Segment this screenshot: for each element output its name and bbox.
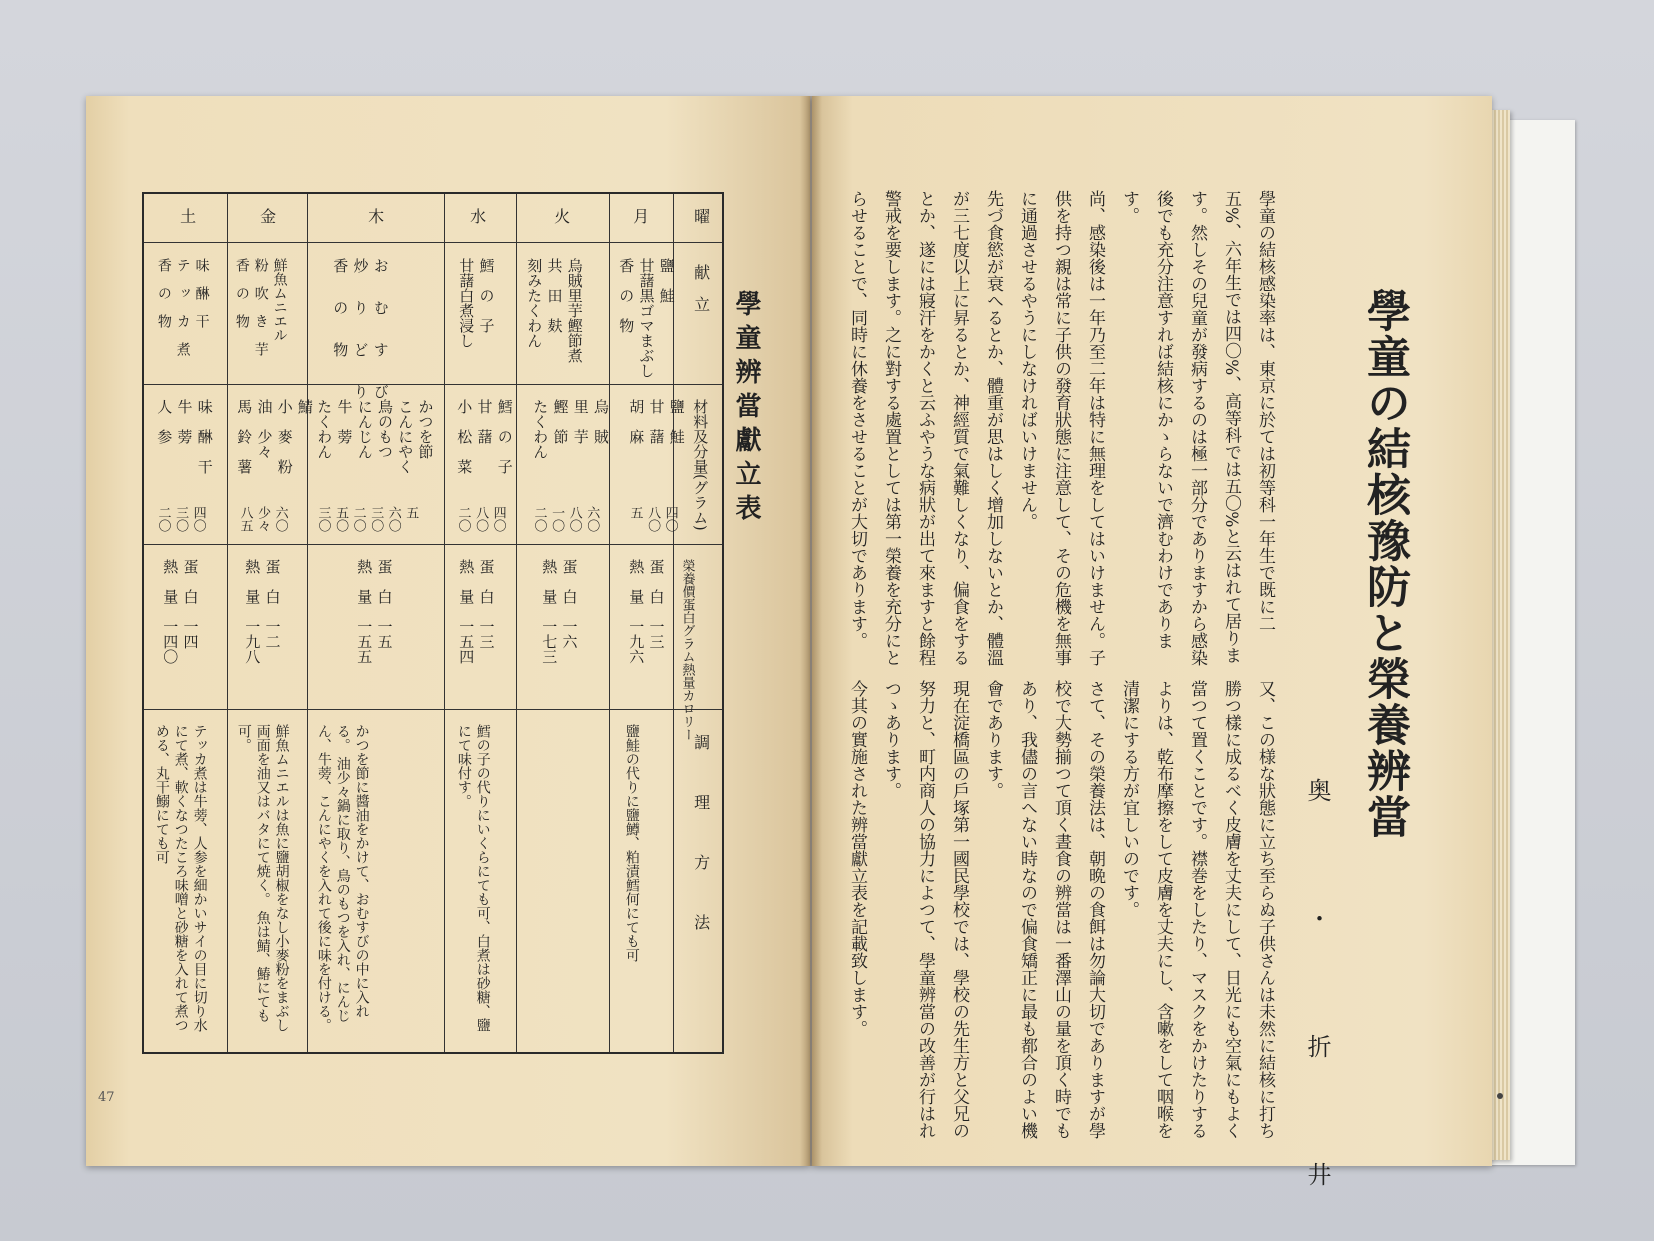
menu-wednesday: 鱈 の 子 甘藷白煮浸し [457,258,496,348]
day-friday: 金 [257,208,277,224]
ingredients-tuesday: 烏 賊 里 芋 鰹 節 たくわん [531,399,610,459]
article-paragraph-1: 學童の結核感染率は、東京に於ては初等科一年生で既に二五%、六年生では四〇%、高等科では五〇%と云はれて居ります。然しその兒童が發病するのは極一部分でありますから感染後でも充分注意すれば結核にかゝらないで濟むわけであります。 尚、感染後は一年乃至二年は特に無理をしてはいけません。子供を持つ親は常に子供の發育狀態に注意して、その危機を無事に通過させるやうにしなければいけません。 先づ食慾が衰へるとか、體重が思はしく增加しないとか、體溫が三七度以上に昇るとか、神經質で氣難しくなり、偏食をするとか、遂には寢汗をかくと云ふやうな病狀が出て來ますと餘程警戒を要します。之に對する處置としては第一榮養を充分にとらせることで、同時に休養をさせることが大切であります。 [847,190,1275,666]
method-wednesday: 鱈の子の代りにいくらにても可、白煮は砂糖、鹽にて味付す。 [455,724,491,1032]
menu-tuesday: 烏賊里芋鰹節煮 共 田 麸 刻みたくわん [525,258,584,363]
menu-saturday: 味 醂 干 テ ッ カ 煮 香 の 物 [155,258,210,356]
amounts-tuesday: 六〇 八〇 一〇 二〇 [531,506,600,532]
page-mark-dot [1497,1093,1503,1099]
book-gutter [800,96,822,1166]
menu-monday: 鹽 鮭 甘藷黒ゴマまぶし 香 の 物 [617,258,676,378]
amounts-saturday: 四〇 三〇 二〇 [155,506,206,532]
nutrition-thursday: 蛋 白 一五 熱 量 一五五 [355,559,394,664]
amounts-monday: 四〇 八〇 五 [627,506,678,532]
day-tuesday: 火 [551,208,571,224]
ingredients-saturday: 味 醂 干 牛 蒡 人 参 [155,399,214,474]
table-title: 學童辨當獻立表 [731,290,761,528]
method-thursday: かつを節に醬油をかけて、おむすびの中に入れる。 油少々鍋に取り、鳥のもつを入れ、にんじん、牛蒡、こんにやくを入れて後に味を付ける。 [315,724,370,1032]
ingredients-wednesday: 鱈 の 子 甘 藷 小 松 菜 [455,399,514,474]
menu-table [142,192,724,1054]
header-day: 曜 [691,208,711,224]
method-friday: 鮮魚ムニエルは魚に鹽胡椒をなし小麥粉をまぶし両面を油又はバタにて焼く。 魚は鯖、鰆にても可。 [235,724,290,1032]
menu-thursday: お む す び 炒 り ど り 香 の 物 [331,258,390,405]
nutrition-monday: 蛋 白 一三 熱 量 一九六 [627,559,666,664]
header-menu: 献 立 [691,264,711,312]
day-thursday: 木 [365,208,385,224]
day-saturday: 土 [177,208,197,224]
day-wednesday: 水 [467,208,487,224]
page-number: 47 [98,1090,115,1105]
day-monday: 月 [630,208,650,224]
header-method: 調 理 方 法 [691,734,711,944]
header-nutrition: 榮養價蛋白グラム熱量カロリー [679,559,695,741]
amounts-friday: 六〇 少々 八五 [237,506,288,532]
amounts-thursday: 五 六〇 三〇 二〇 五〇 三〇 [315,506,419,532]
article-paragraph-2: 又、この様な狀態に立ち至らぬ子供さんは未然に結核に打ち勝つ樣に成るべく皮膚を丈夫にして、日光にも空氣にもよく當つて置くことです。襟巻をしたり、マスクをかけたりするよりは、乾布摩擦をして皮膚を丈夫にし、含嗽をして咽喉を清潔にする方が宜しいのです。 さて、その榮養法は、朝晩の食餌は勿論大切でありますが學校で大勢揃つて頂く晝食の辨當は一番澤山の量を頂く時でもあり、我儘の言へない時なので偏食矯正に最も都合のよい機會であります。 現在淀橋區の戶塚第一國民學校では、學校の先生方と父兄の努力と、町内商人の協力によつて、學童辨當の改善が行はれつゝあります。 今其の實施された辨當獻立表を記載致します。 [847,680,1275,1139]
menu-friday: 鮮魚ムニエル 粉 吹 き 芋 香 の 物 [233,258,288,356]
nutrition-tuesday: 蛋 白 一六 熱 量 一七三 [540,559,579,664]
ingredients-friday: 鯖 小 麥 粉 油 少々 馬 鈴 薯 [235,399,314,474]
nutrition-friday: 蛋 白 一二 熱 量 一九八 [243,559,282,664]
article-author: 奥 ・ 折 井 [1303,778,1331,1226]
method-monday: 鹽鮭の代りに鹽鱒、粕漬鱈何にても可 [623,724,640,962]
ingredients-monday: 鹽 鮭 甘 藷 胡 麻 [627,399,686,444]
amounts-wednesday: 四〇 八〇 二〇 [455,506,506,532]
nutrition-wednesday: 蛋 白 一三 熱 量 一五四 [457,559,496,664]
header-ingredients: 材料及分量(グラム) [691,399,710,531]
method-saturday: テッカ煮は牛蒡、人参を細かいサイの目に切り水にて煮、軟くなつたころ味噌と砂糖を入れて煮つめる、丸干鰯にても可 [153,724,208,1032]
ingredients-thursday: かつを節 こんにやく 鳥のもつ にんじん 牛 蒡 たくわん [315,399,435,474]
nutrition-saturday: 蛋 白 一四 熱 量 一四〇 [161,559,200,664]
article-title: 學童の結核豫防と榮養辨當 [1359,288,1410,840]
